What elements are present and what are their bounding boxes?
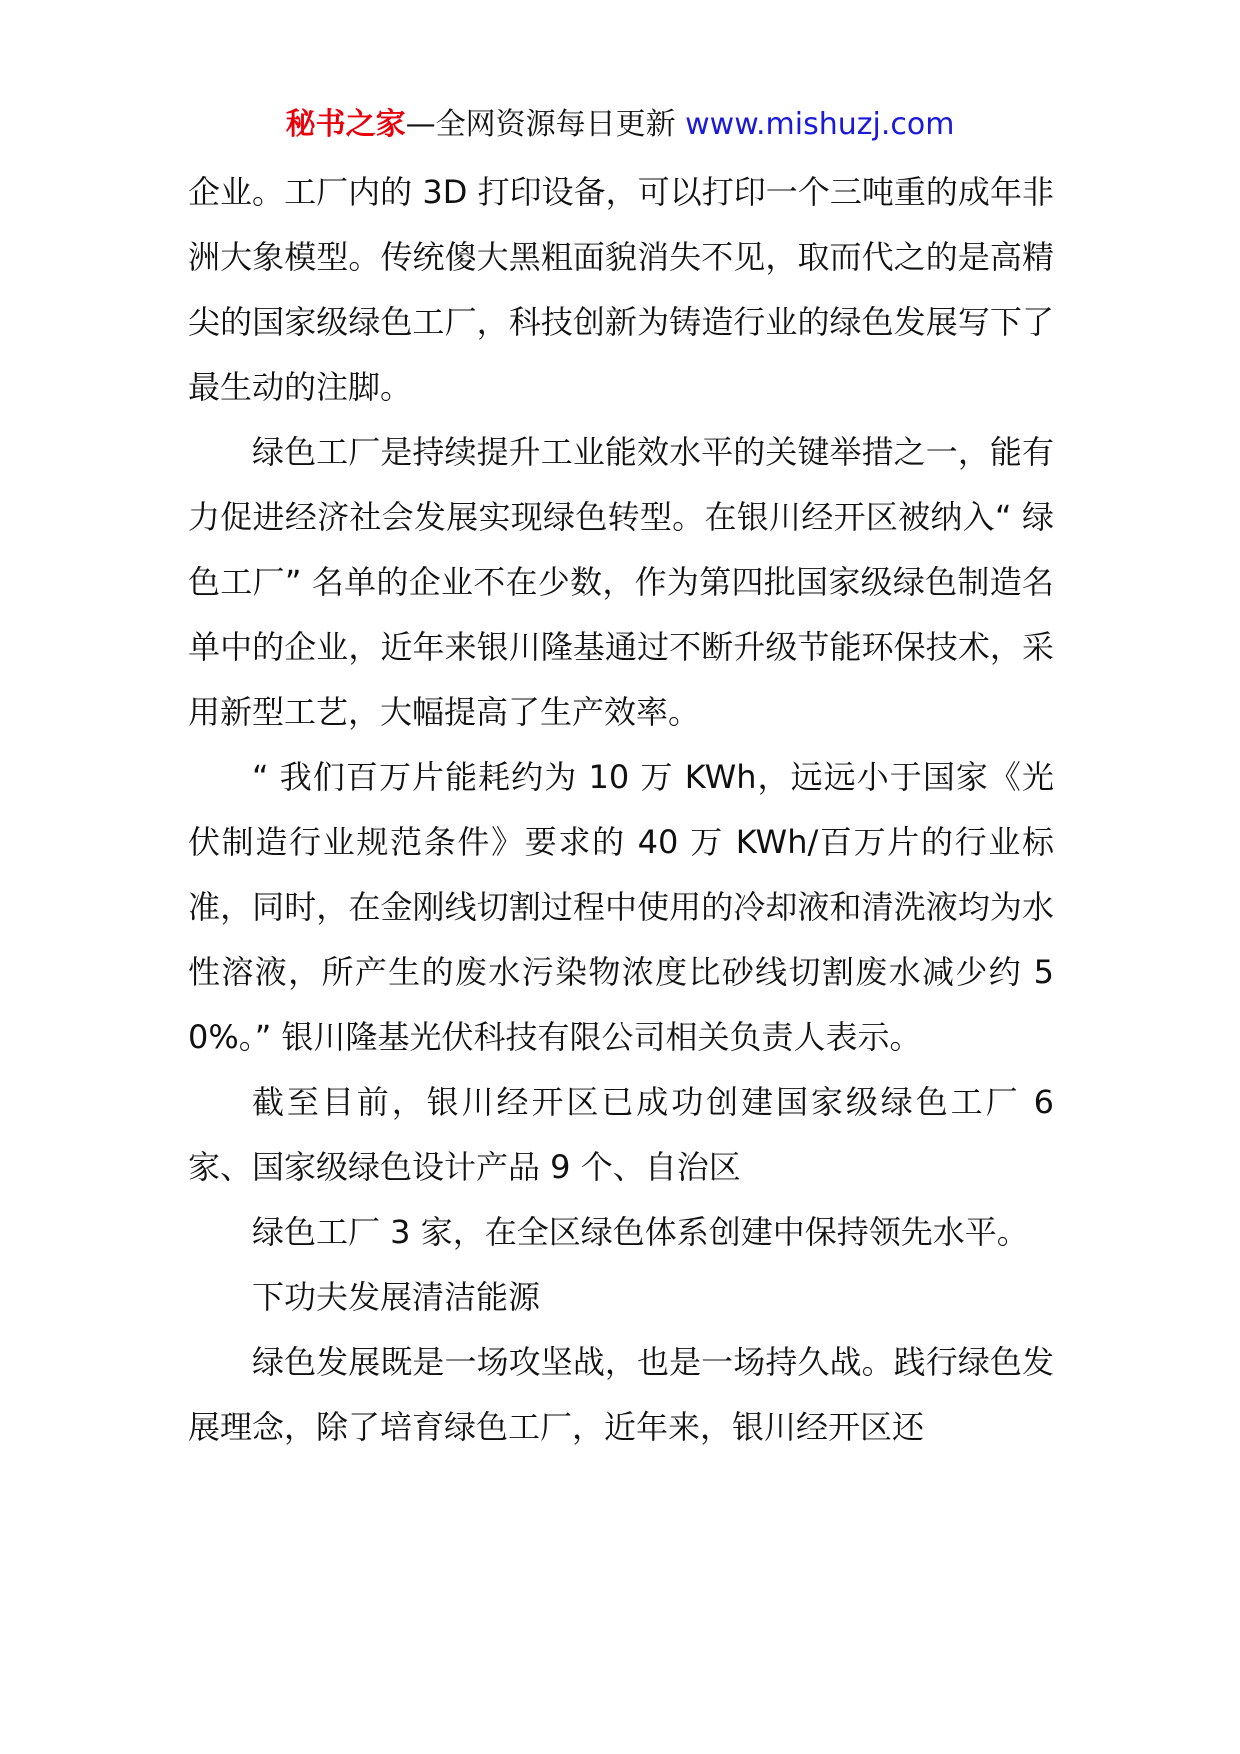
site-url-link[interactable]: www.mishuzj.com	[685, 107, 955, 142]
paragraph-clean-energy: 绿色发展既是一场攻坚战，也是一场持久战。践行绿色发展理念，除了培育绿色工厂，近年来，银川经开区还	[188, 1343, 1054, 1446]
site-brand: 秘书之家	[285, 107, 406, 142]
paragraph-achievements: 截至目前，银川经开区已成功创建国家级绿色工厂 6 家、国家级绿色设计产品 9 个、自治区	[188, 1083, 1054, 1186]
site-tagline: —全网资源每日更新	[405, 107, 676, 142]
paragraph-continuation: 企业。工厂内的 3D 打印设备，可以打印一个三吨重的成年非洲大象模型。传统傻大黑粗面貌消失不见，取而代之的是高精尖的国家级绿色工厂，科技创新为铸造行业的绿色发展写下了最生动的注脚。	[188, 173, 1054, 406]
paragraph-regional-factories: 绿色工厂 3 家，在全区绿色体系创建中保持领先水平。	[252, 1213, 1029, 1251]
paragraph-quote: “ 我们百万片能耗约为 10 万 KWh，远远小于国家《光伏制造行业规范条件》要求的 40 万 KWh/百万片的行业标准，同时，在金刚线切割过程中使用的冷却液和清洗液均为水性溶液，所产生的废水污染物浓度比砂线切割废水减少约 50%。” 银川隆基光伏科技有限公司相关负责人表示。	[188, 758, 1054, 1056]
section-heading: 下功夫发展清洁能源	[252, 1278, 541, 1316]
paragraph-green-factory: 绿色工厂是持续提升工业能效水平的关键举措之一，能有力促进经济社会发展实现绿色转型。在银川经开区被纳入“ 绿色工厂” 名单的企业不在少数，作为第四批国家级绿色制造名单中的企业，近年来银川隆基通过不断升级节能环保技术，采用新型工艺，大幅提高了生产效率。	[188, 433, 1054, 731]
site-header	[0, 98, 1240, 152]
document-body	[188, 160, 1054, 1460]
